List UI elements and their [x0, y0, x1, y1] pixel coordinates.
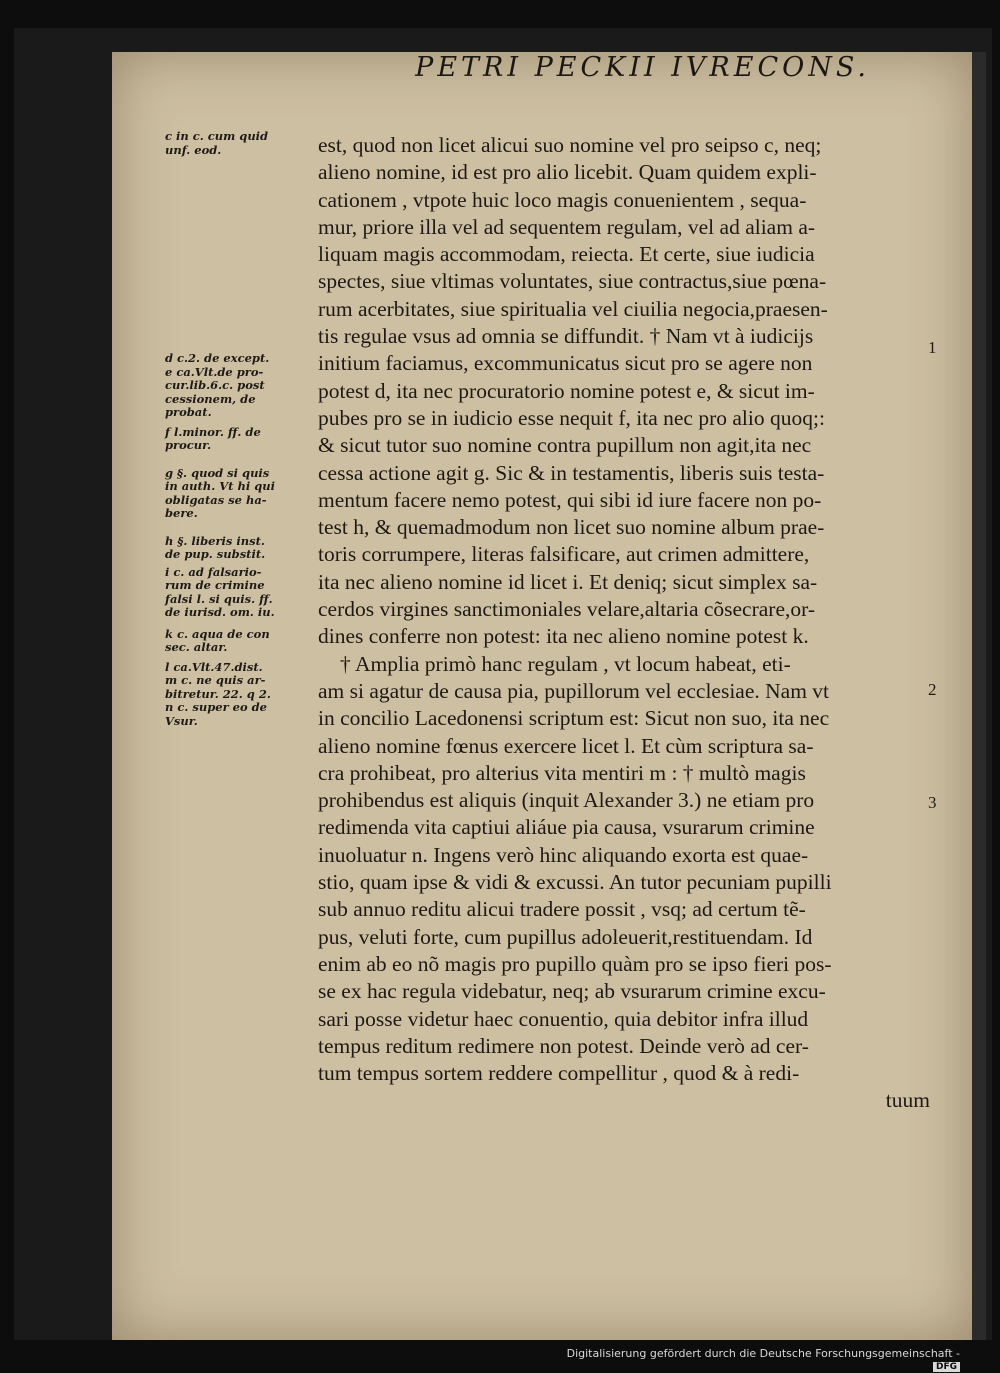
text-line: spectes, siue vltimas voluntates, siue contractus,siue pœna- [318, 269, 827, 294]
footer-text: Digitalisierung gefördert durch die Deutsche Forschungsgemeinschaft - [566, 1347, 960, 1360]
text-line: mentum facere nemo potest, qui sibi id iure facere non po- [318, 487, 822, 512]
text-line: dines conferre non potest: ita nec alieno nomine potest k. [318, 624, 809, 649]
margin-notes [165, 130, 315, 728]
running-title: PETRI PECKII IVRECONS. [415, 52, 870, 83]
text-line: stio, quam ipse & vidi & excussi. An tutor pecuniam pupilli [318, 870, 832, 895]
text-line: cerdos virgines sanctimoniales velare,altaria cõsecrare,or- [318, 597, 816, 622]
margin-note: l ca.Vlt.47.dist. m c. ne quis ar- bitretur. 22. q 2. n c. super eo de Vsur. [165, 659, 271, 728]
text-line: pubes pro se in iudicio esse nequit f, ita nec pro alio quoq;: [318, 405, 825, 430]
text-line: sari posse videtur haec conuentio, quia debitor infra illud [318, 1006, 809, 1031]
text-line: se ex hac regula videbatur, neq; ab vsurarum crimine excu- [318, 979, 826, 1004]
text-line: potest d, ita nec procuratorio nomine potest e, & sicut im- [318, 378, 815, 403]
text-line: redimenda vita captiui aliáue pia causa, vsurarum crimine [318, 815, 815, 840]
paragraph-number: 1 [928, 338, 937, 357]
margin-note: f l.minor. ff. de procur. [165, 424, 261, 452]
margin-note: c in c. cum quid unf. eod. [165, 129, 269, 157]
margin-note: k c. aqua de con sec. altar. [165, 626, 270, 654]
text-line: toris corrumpere, literas falsificare, aut crimen admittere, [318, 542, 810, 567]
text-line: am si agatur de causa pia, pupillorum vel ecclesiae. Nam vt [318, 678, 830, 703]
footer-credit [560, 1347, 960, 1372]
text-line: alieno nomine, id est pro alio licebit. Quam quidem expli- [318, 160, 817, 185]
text-line: tempus reditum redimere non potest. Deinde verò ad cer- [318, 1033, 809, 1058]
text-line: & sicut tutor suo nomine contra pupillum non agit,ita nec [318, 433, 812, 458]
text-line: sub annuo reditu alicui tradere possit , vsq; ad certum tẽ- [318, 897, 806, 922]
text-line: liquam magis accommodam, reiecta. Et certe, siue iudicia [318, 242, 815, 267]
text-line: tum tempus sortem reddere compellitur , quod & à redi- [318, 1061, 800, 1086]
text-line: rum acerbitates, siue spiritualia vel ciuilia negocia,praesen- [318, 296, 828, 321]
paragraph-number: 2 [928, 680, 937, 699]
text-line: cationem , vtpote huic loco magis conuenientem , sequa- [318, 187, 807, 212]
text-line: test h, & quemadmodum non licet suo nomine album prae- [318, 515, 825, 540]
margin-note: g §. quod si quis in auth. Vt hi qui obligatas se ha- bere. [165, 465, 275, 520]
margin-note: h §. liberis inst. de pup. substit. [165, 533, 266, 561]
text-line: cra prohibeat, pro alterius vita mentiri m : † multò magis [318, 760, 806, 785]
margin-note: d c.2. de except. e ca.Vlt.de pro- cur.lib.6.c. post cessionem, de probat. [165, 351, 270, 419]
catchword: tuum [885, 1088, 930, 1113]
text-line: prohibendus est aliquis (inquit Alexander 3.) ne etiam pro [318, 788, 815, 813]
text-line: mur, priore illa vel ad sequentem regulam, vel ad aliam a- [318, 214, 816, 239]
paragraph-number: 3 [928, 793, 937, 812]
text-line: pus, veluti forte, cum pupillus adoleuerit,restituendam. Id [318, 924, 813, 949]
dfg-logo: DFG [933, 1362, 960, 1372]
main-text-block [318, 132, 930, 1115]
text-line: inuoluatur n. Ingens verò hinc aliquando exorta est quae- [318, 842, 809, 867]
text-line: initium faciamus, excommunicatus sicut pro se agere non [318, 351, 813, 376]
text-line: est, quod non licet alicui suo nomine vel pro seipso c, neq; [318, 133, 822, 157]
margin-note: i c. ad falsario- rum de crimine falsi l. si quis. ff. de iurisd. om. iu. [165, 564, 275, 619]
text-line: tis regulae vsus ad omnia se diffundit. † Nam vt à iudicijs [318, 324, 814, 349]
text-line: ita nec alieno nomine id licet i. Et deniq; sicut simplex sa- [318, 569, 818, 594]
page-edge [972, 52, 986, 1340]
text-line: † Amplia primò hanc regulam , vt locum habeat, eti- [340, 651, 791, 676]
text-line: cessa actione agit g. Sic & in testamentis, liberis suis testa- [318, 460, 825, 485]
text-line: in concilio Lacedonensi scriptum est: Sicut non suo, ita nec [318, 706, 830, 731]
text-line: alieno nomine fœnus exercere licet l. Et cùm scriptura sa- [318, 733, 814, 758]
text-line: enim ab eo nõ magis pro pupillo quàm pro se ipso fieri pos- [318, 951, 832, 976]
